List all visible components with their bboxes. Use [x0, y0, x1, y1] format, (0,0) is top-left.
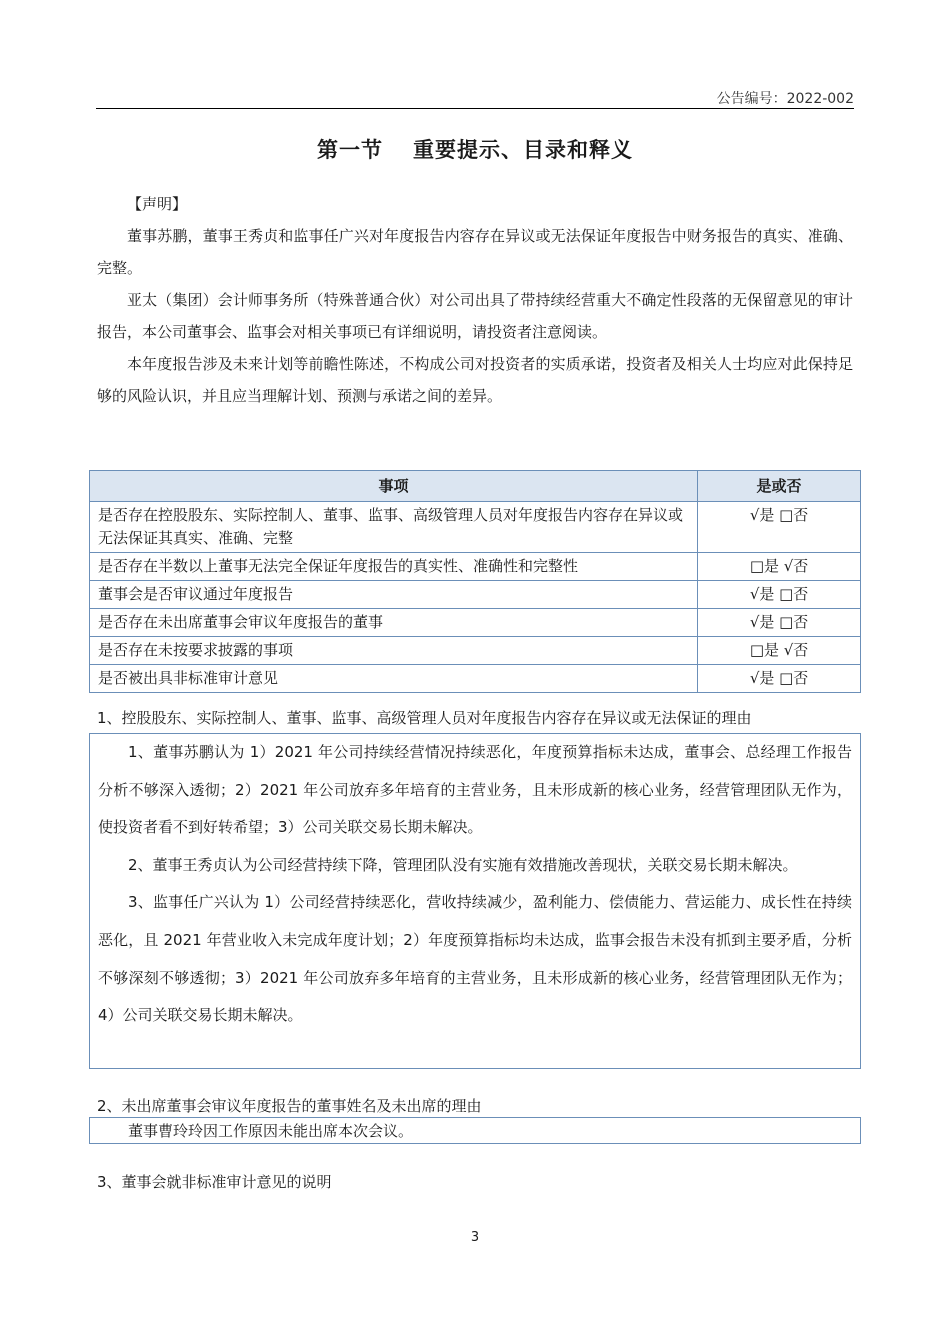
row-item: 是否存在半数以上董事无法完全保证年度报告的真实性、准确性和完整性 — [90, 553, 698, 581]
declaration-label: 【声明】 — [127, 195, 188, 213]
table-row — [90, 553, 861, 581]
row-item: 是否存在未出席董事会审议年度报告的董事 — [90, 609, 698, 637]
header-rule — [96, 108, 854, 109]
row-item: 是否存在未按要求披露的事项 — [90, 637, 698, 665]
row-answer: √是 □否 — [698, 502, 861, 553]
row-item: 是否存在控股股东、实际控制人、董事、监事、高级管理人员对年度报告内容存在异议或无法保证其真实、准确、完整 — [90, 502, 698, 553]
note1-paragraph: 2、董事王秀贞认为公司经营持续下降，管理团队没有实施有效措施改善现状，关联交易长期未解决。 — [128, 855, 798, 874]
table-header-row — [90, 471, 861, 502]
note2-box — [89, 1117, 861, 1144]
table-row — [90, 637, 861, 665]
note1-paragraph: 1、董事苏鹏认为 1）2021 年公司持续经营情况持续恶化，年度预算指标未达成，董事会、总经理工作报告分析不够深入透彻；2）2021 年公司放弃多年培育的主营业务，且未形成新的核心业务，经营管理团队无作为，使投资者看不到好转希望；3）公司关联交易长期未解决。 — [98, 743, 852, 837]
row-answer: □是 √否 — [698, 553, 861, 581]
section-heading: 重要提示、目录和释义 — [413, 138, 633, 162]
section-title — [0, 134, 950, 164]
header-answer: 是或否 — [698, 471, 861, 502]
row-answer: □是 √否 — [698, 637, 861, 665]
matters-table — [89, 470, 861, 693]
note2-title: 2、未出席董事会审议年度报告的董事姓名及未出席的理由 — [97, 1097, 482, 1115]
section-number: 第一节 — [317, 138, 383, 162]
declaration-paragraph: 本年度报告涉及未来计划等前瞻性陈述，不构成公司对投资者的实质承诺，投资者及相关人士均应对此保持足够的风险认识，并且应当理解计划、预测与承诺之间的差异。 — [97, 355, 853, 405]
row-item: 董事会是否审议通过年度报告 — [90, 581, 698, 609]
row-item: 是否被出具非标准审计意见 — [90, 665, 698, 693]
table-row — [90, 581, 861, 609]
declaration-paragraph: 亚太（集团）会计师事务所（特殊普通合伙）对公司出具了带持续经营重大不确定性段落的无保留意见的审计报告，本公司董事会、监事会对相关事项已有详细说明，请投资者注意阅读。 — [97, 291, 853, 341]
page-number: 3 — [470, 1230, 480, 1245]
note1-box — [89, 733, 861, 1069]
note3-title: 3、董事会就非标准审计意见的说明 — [97, 1173, 332, 1191]
row-answer: √是 □否 — [698, 609, 861, 637]
row-answer: √是 □否 — [698, 665, 861, 693]
announcement-number: 公告编号：2022-002 — [716, 91, 854, 107]
declaration — [97, 188, 853, 412]
note1-paragraph: 3、监事任广兴认为 1）公司经营持续恶化，营收持续减少，盈利能力、偿债能力、营运能力、成长性在持续恶化，且 2021 年营业收入未完成年度计划；2）年度预算指标均未达成，监事会报告未没有抓到主要矛盾，分析不够深刻不够透彻；3）2021 年公司放弃多年培育的主营业务，且未形成新的核心业务，经营管理团队无作为；4）公司关联交易长期未解决。 — [98, 893, 852, 1025]
header-item: 事项 — [90, 471, 698, 502]
table-row — [90, 502, 861, 553]
note2-content: 董事曹玲玲因工作原因未能出席本次会议。 — [128, 1122, 414, 1140]
table-row — [90, 609, 861, 637]
declaration-paragraph: 董事苏鹏，董事王秀贞和监事任广兴对年度报告内容存在异议或无法保证年度报告中财务报告的真实、准确、完整。 — [97, 227, 853, 277]
row-answer: √是 □否 — [698, 581, 861, 609]
table-row — [90, 665, 861, 693]
note1-title: 1、控股股东、实际控制人、董事、监事、高级管理人员对年度报告内容存在异议或无法保证的理由 — [97, 709, 752, 727]
